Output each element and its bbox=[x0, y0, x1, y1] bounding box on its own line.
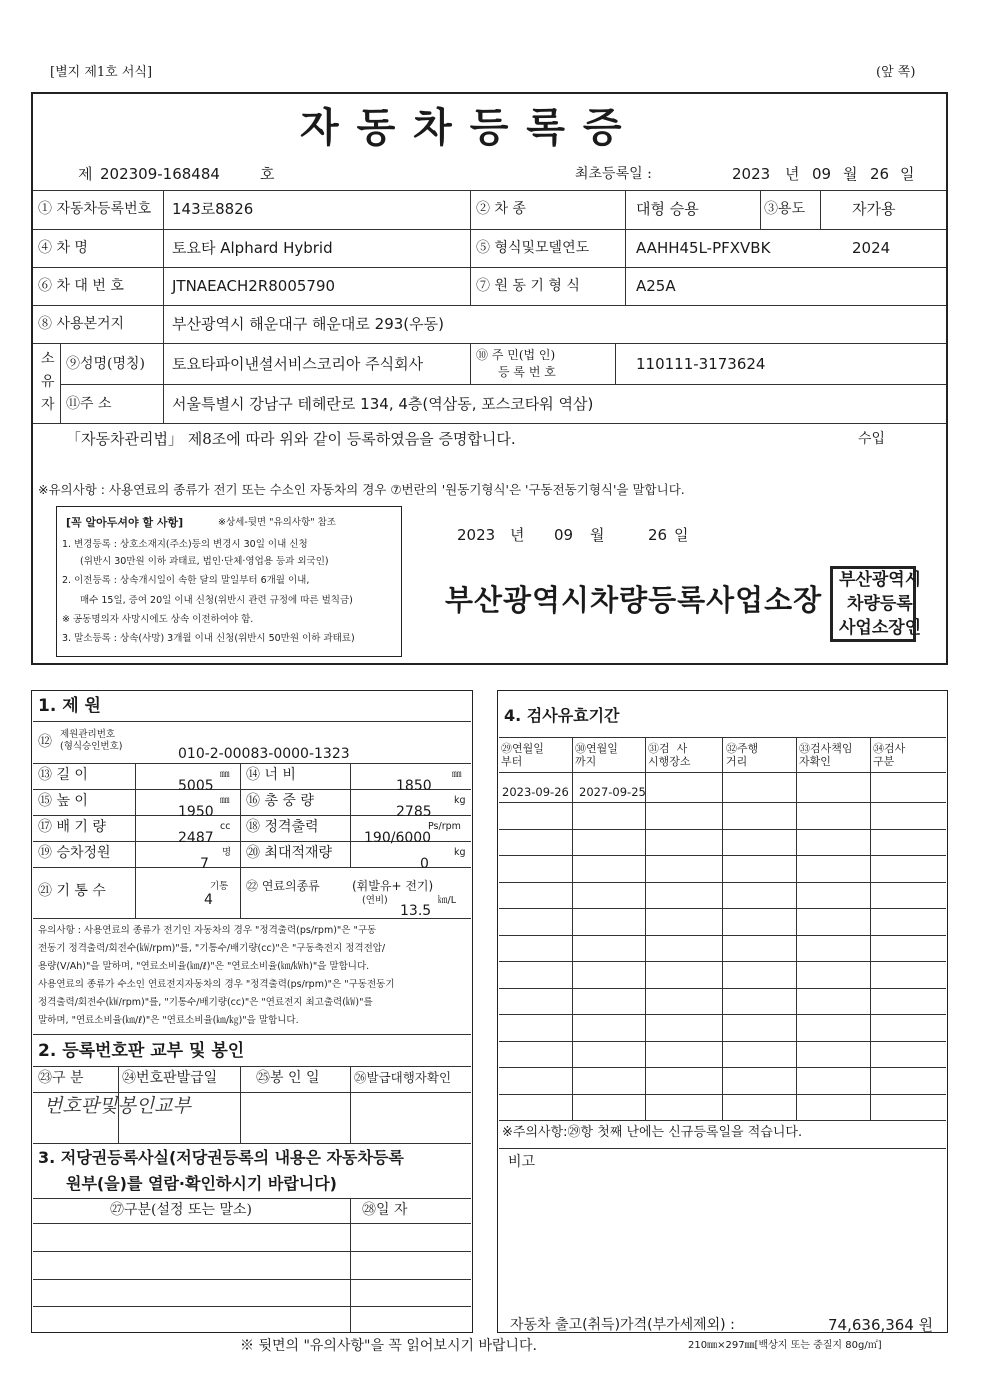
first-reg-month: 09 bbox=[812, 165, 832, 183]
owner-side-1: 소 bbox=[41, 351, 55, 367]
insp-col-from: ㉙연월일 부터 bbox=[501, 742, 544, 769]
use-value: 자가용 bbox=[852, 200, 896, 218]
reg-no-label: ① 자동차등록번호 bbox=[38, 201, 152, 217]
certify-text: 「자동차관리법」 제8조에 따라 위와 같이 등록하였음을 증명합니다. bbox=[66, 430, 516, 448]
spec-note-line: 용량(V/Ah)"을 말하며, "연료소비율(㎞/ℓ)"은 "연료소비율(㎞/㎾h)"을 말합니다. bbox=[38, 961, 370, 972]
must-know-line: 매수 15일, 증여 20일 이내 신청(위반시 관련 규정에 따른 벌칙금) bbox=[80, 595, 353, 606]
issue-d: 일 bbox=[674, 526, 689, 544]
mgmt-no: 010-2-00083-0000-1323 bbox=[178, 746, 350, 762]
power-unit: Ps/rpm bbox=[428, 821, 461, 832]
power-value: 190/6000 bbox=[364, 830, 432, 846]
must-know-line: 1. 변경등록 : 상호소재지(주소)등의 변경시 30일 이내 신청 bbox=[62, 539, 308, 550]
length-value: 5005 bbox=[178, 778, 214, 794]
model-value: AAHH45L-PFXVBK bbox=[636, 239, 771, 257]
owner-id-value: 110111-3173624 bbox=[636, 355, 766, 373]
insp-row1-from: 2023-09-26 bbox=[502, 785, 569, 799]
footer-note: ※ 뒷면의 "유의사항"을 꼭 읽어보시기 바랍니다. bbox=[240, 1338, 538, 1354]
paper-size: 210㎜×297㎜[백상지 또는 중질지 80g/㎡] bbox=[688, 1340, 882, 1351]
inspection-note: ※주의사항:㉙항 첫째 난에는 신규등록일을 적습니다. bbox=[502, 1125, 803, 1140]
cyl-value: 4 bbox=[204, 892, 213, 908]
issue-month: 09 bbox=[554, 526, 574, 544]
plate-col-category: ㉓구 분 bbox=[38, 1070, 84, 1086]
length-unit: ㎜ bbox=[220, 769, 230, 780]
must-know-title: [꼭 알아두셔야 할 사항] bbox=[66, 516, 184, 529]
revenue-stamp-label: 수입 bbox=[858, 431, 886, 447]
height-value: 1950 bbox=[178, 804, 214, 820]
page-title: 자 동 차 등 록 증 bbox=[300, 104, 624, 151]
owner-id-label-1: ⑩ 주 민(법 인) bbox=[476, 348, 556, 362]
load-label: ⑳ 최대적재량 bbox=[246, 845, 333, 861]
mgmt-label-1: 제원관리번호 bbox=[60, 729, 116, 740]
first-reg-y: 년 bbox=[785, 165, 800, 183]
cyl-label: ㉑ 기 통 수 bbox=[38, 883, 106, 899]
fuel-value: (휘발유+ 전기) bbox=[352, 879, 434, 893]
fuel-label: ㉒ 연료의종류 bbox=[246, 879, 320, 893]
price-value: 74,636,364 원 bbox=[828, 1316, 934, 1334]
form-label: [별지 제1호 서식] bbox=[50, 65, 153, 80]
spec-note-line: 전동기 정격출력/회전수(㎾/rpm)"를, "기통수/배기량(cc)"은 "구동축전지 정격전압/ bbox=[38, 943, 386, 954]
fuel-note: ※유의사항 : 사용연료의 종류가 전기 또는 수소인 자동차의 경우 ⑦번란의 '원동기형식'은 '구동전동기형식'을 말합니다. bbox=[38, 482, 685, 497]
lien-col-category: ㉗구분(설정 또는 말소) bbox=[110, 1202, 253, 1218]
height-unit: ㎜ bbox=[220, 795, 230, 806]
width-unit: ㎜ bbox=[452, 769, 462, 780]
name-value: 토요타 Alphard Hybrid bbox=[172, 239, 333, 257]
insp-col-place: ㉛검 사 시행장소 bbox=[648, 742, 691, 769]
plate-col-seal-date: ㉕봉 인 일 bbox=[256, 1070, 320, 1086]
address-value: 서울특별시 강남구 테헤란로 134, 4층(역삼동, 포스코타워 역삼) bbox=[172, 395, 594, 413]
disp-unit: cc bbox=[220, 821, 231, 832]
cert-prefix: 제 bbox=[78, 165, 93, 183]
spec-note-line: 유의사항 : 사용연료의 종류가 전기인 자동차의 경우 "정격출력(ps/rpm)"은 "구동 bbox=[38, 925, 377, 936]
gross-value: 2785 bbox=[396, 804, 432, 820]
certificate-number: 202309-168484 bbox=[100, 165, 220, 183]
lien-col-date: ㉘일 자 bbox=[362, 1202, 408, 1218]
length-label: ⑬ 길 이 bbox=[38, 767, 88, 783]
spec-note-line: 정격출력/회전수(㎾/rpm)"를, "기통수/배기량(cc)"은 "연료전지 최고출력(㎾)"를 bbox=[38, 997, 373, 1008]
side-label: (앞 쪽) bbox=[876, 65, 916, 80]
eff-label: (연비) bbox=[362, 895, 388, 906]
width-value: 1850 bbox=[396, 778, 432, 794]
disp-label: ⑰ 배 기 량 bbox=[38, 819, 106, 835]
must-know-line: 2. 이전등록 : 상속개시일이 속한 달의 말일부터 6개월 이내, bbox=[62, 575, 310, 586]
plate-handwritten-entry: 번호판및봉인교부 bbox=[44, 1095, 191, 1117]
type-value: 대형 승용 bbox=[636, 200, 699, 218]
issue-y: 년 bbox=[510, 526, 525, 544]
must-know-ref: ※상세-뒷면 "유의사항" 참조 bbox=[218, 517, 336, 528]
lien-heading-2: 원부(을)를 열람·확인하시기 바랍니다) bbox=[66, 1174, 337, 1193]
plate-col-issue-date: ㉔번호판발급일 bbox=[122, 1070, 218, 1086]
price-label: 자동차 출고(취득)가격(부가세제외) : bbox=[510, 1317, 735, 1333]
first-reg-m: 월 bbox=[843, 165, 858, 183]
insp-col-mileage: ㉜주행 거리 bbox=[726, 742, 759, 769]
owner-id-label-2: 등 록 번 호 bbox=[498, 365, 556, 379]
must-know-line: ※ 공동명의자 사망시에도 상속 이전하여야 함. bbox=[62, 614, 254, 625]
power-label: ⑱ 정격출력 bbox=[246, 819, 319, 835]
owner-name-label: ⑨성명(명칭) bbox=[66, 356, 146, 372]
use-label: ③용도 bbox=[764, 201, 806, 217]
spec-note-line: 말하며, "연료소비율(㎞/ℓ)"은 "연료소비율(㎞/㎏)"을 말합니다. bbox=[38, 1015, 299, 1026]
eff-value: 13.5 bbox=[400, 903, 432, 919]
insp-col-inspector: ㉝검사책임 자확인 bbox=[799, 742, 853, 769]
load-unit: kg bbox=[454, 847, 466, 858]
insp-row1-to: 2027-09-25 bbox=[579, 785, 646, 799]
owner-side-3: 자 bbox=[41, 397, 55, 413]
insp-col-to: ㉚연월일 까지 bbox=[575, 742, 618, 769]
first-reg-label: 최초등록일 : bbox=[575, 166, 652, 182]
issue-m: 월 bbox=[590, 526, 605, 544]
first-reg-d: 일 bbox=[900, 165, 915, 183]
spec-note-line: 사용연료의 종류가 수소인 연료전지자동차의 경우 "정격출력(ps/rpm)"은 "구동전동기 bbox=[38, 979, 395, 990]
circled-12: ⑫ bbox=[38, 734, 52, 750]
must-know-line: 3. 말소등록 : 상속(사망) 3개월 이내 신청(위반시 50만원 이하 과태료) bbox=[62, 633, 355, 644]
owner-side-2: 유 bbox=[41, 374, 55, 390]
remarks-label: 비고 bbox=[508, 1154, 536, 1170]
mgmt-label-2: (형식승인번호) bbox=[60, 741, 123, 752]
gross-unit: kg bbox=[454, 795, 466, 806]
must-know-line: (위반시 30만원 이하 과태료, 법인·단체·영업용 등과 외국인) bbox=[80, 556, 329, 567]
location-label: ⑧ 사용본거지 bbox=[38, 316, 125, 332]
name-label: ④ 차 명 bbox=[38, 240, 88, 256]
load-value: 0 bbox=[420, 856, 429, 872]
issue-day: 26 bbox=[648, 526, 668, 544]
seats-unit: 명 bbox=[222, 847, 232, 858]
issuer-name: 부산광역시차량등록사업소장 bbox=[445, 583, 823, 617]
model-year-value: 2024 bbox=[852, 239, 891, 257]
disp-value: 2487 bbox=[178, 830, 214, 846]
eff-unit: ㎞/L bbox=[438, 895, 456, 906]
engine-value: A25A bbox=[636, 277, 676, 295]
official-seal: 부산광역시 차량등록 사업소장인 bbox=[830, 566, 916, 642]
plate-col-agent-confirm: ㉖발급대행자확인 bbox=[354, 1070, 452, 1085]
seats-label: ⑲ 승차정원 bbox=[38, 845, 111, 861]
height-label: ⑮ 높 이 bbox=[38, 793, 88, 809]
seats-value: 7 bbox=[200, 856, 209, 872]
first-reg-day: 26 bbox=[870, 165, 890, 183]
cyl-unit: 기통 bbox=[210, 881, 229, 892]
cert-suffix: 호 bbox=[260, 165, 275, 183]
location-value: 부산광역시 해운대구 해운대로 293(우동) bbox=[172, 315, 444, 333]
lien-heading-1: 3. 저당권등록사실(저당권등록의 내용은 자동차등록 bbox=[38, 1148, 404, 1167]
inspection-heading: 4. 검사유효기간 bbox=[504, 706, 620, 725]
width-label: ⑭ 너 비 bbox=[246, 767, 296, 783]
plate-heading: 2. 등록번호판 교부 및 봉인 bbox=[38, 1041, 245, 1061]
owner-name-value: 토요타파이낸셜서비스코리아 주식회사 bbox=[172, 355, 424, 373]
vin-value: JTNAEACH2R8005790 bbox=[172, 277, 336, 295]
type-label: ② 차 종 bbox=[476, 201, 526, 217]
reg-no-value: 143로8826 bbox=[172, 200, 254, 218]
vin-label: ⑥ 차 대 번 호 bbox=[38, 278, 124, 294]
address-label: ⑪주 소 bbox=[66, 396, 112, 412]
engine-label: ⑦ 원 동 기 형 식 bbox=[476, 278, 580, 294]
insp-col-type: ㉞검사 구분 bbox=[873, 742, 906, 769]
model-label: ⑤ 형식및모델연도 bbox=[476, 240, 590, 256]
gross-label: ⑯ 총 중 량 bbox=[246, 793, 314, 809]
first-reg-year: 2023 bbox=[732, 165, 771, 183]
specs-heading: 1. 제 원 bbox=[38, 696, 101, 716]
issue-year: 2023 bbox=[457, 526, 496, 544]
